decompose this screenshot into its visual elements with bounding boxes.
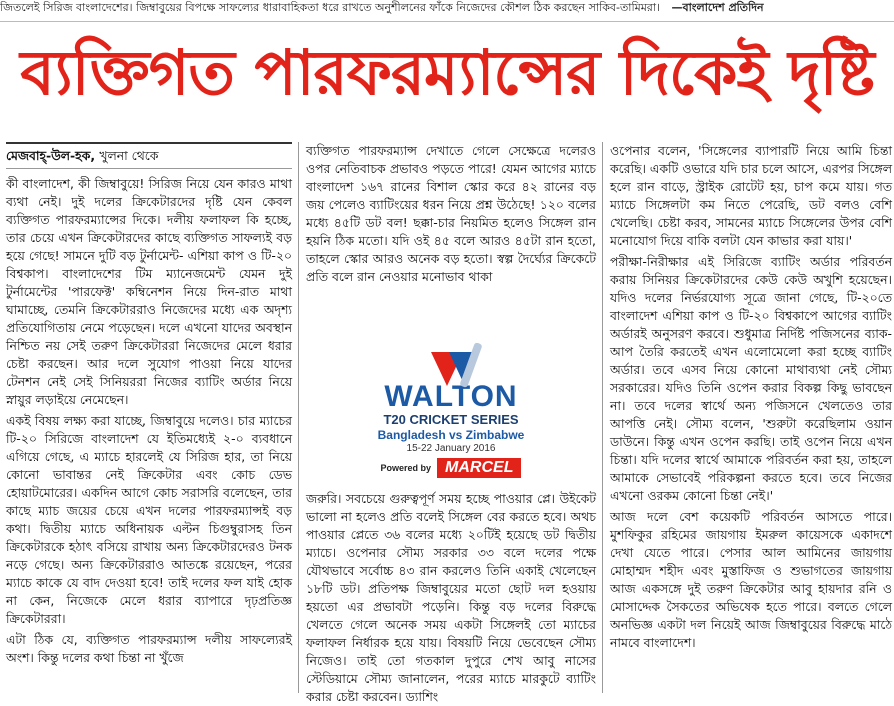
paragraph: ব্যক্তিগত পারফরম্যান্স দেখাতে গেলে সেক্ষেত্রে দলেরও ওপর নেতিবাচক প্রভাবও পড়তে পারে! যেমন আগের ম্যাচে বাংলাদেশ ১৬৭ রানের বিশাল স্কোর করে ৪২ রানের বড় জয় পেলেও ব্যাটিংয়ের ধরন নিয়ে প্রশ্ন উঠেছে! ১২০ বলের মধ্যে ৪৫টি ডট বল! ছক্কা-চার নিয়মিত হলেও সিঙ্গেল রান হয়নি ঠিক মতো। যদি ওই ৪৫ বলে আরও ৪৫টা রান হতো, তাহলে স্কোর আরও অনেক বড় হতো। স্বল্প দৈর্ঘ্যের ক্রিকেটে প্রতি বলে রান নেওয়ার মনোভাব থাকা — [306, 143, 596, 284]
top-caption-text: জিতলেই সিরিজ বাংলাদেশের। জিম্বাবুয়ের বিপক্ষে সাফল্যের ধারাবাহিকতা ধরে রাখতে অনুশীলনের ফাঁকে নিজেদের কৌশল ঠিক করছেন সাকিব-তামিমরা। — [0, 1, 660, 14]
article-column-2 — [306, 142, 596, 704]
advert-teams: Bangladesh vs Zimbabwe — [377, 428, 525, 442]
byline — [6, 142, 292, 169]
paragraph: ওপেনার বলেন, 'সিঙ্গেলের ব্যাপারটি নিয়ে আমি চিন্তা করেছি। একটি ওভারে যদি চার চলে আসে, এরপর সিঙ্গেল হলে রান বাড়ে, স্ট্রাইক রোটেট হয়, চাপ কমে যায়। গত ম্যাচে সিঙ্গেলটা কম নিতে পেরেছি, ডট বলও বেশি খেলেছি। চেষ্টা করব, সামনের ম্যাচে সিঙ্গেলের উপর বেশি মনোযোগ দিয়ে বাকি বলটা যেন কাভার করা যায়।' — [610, 143, 892, 248]
powered-by-label: Powered by — [380, 463, 432, 473]
column-divider — [602, 142, 603, 693]
paragraph: এটা ঠিক যে, ব্যক্তিগত পারফরম্যান্স দলীয় সাফল্যেরই অংশ। কিন্তু দলের কথা চিন্তা না খুঁজে — [6, 632, 292, 665]
advert-series: T20 CRICKET SERIES — [383, 412, 519, 427]
column-divider — [298, 142, 299, 693]
article-column-3 — [610, 142, 892, 693]
walton-logo-icon — [423, 350, 479, 380]
headline: ব্যক্তিগত পারফরম্যান্সের দিকেই দৃষ্টি — [20, 35, 874, 109]
column-2-top — [306, 142, 596, 342]
walton-advert — [306, 350, 596, 478]
paragraph: জরুরি। সবচেয়ে গুরুত্বপূর্ণ সময় হচ্ছে পাওয়ার প্লে। উইকেট ভালো না হলেও প্রতি বলেই সিঙ্গেল বের করতে হবে। অথচ পাওয়ার প্লেতে ৩৬ বলের মধ্যে ২০টিই হয়েছে ডট দ্বিতীয় ম্যাচে। ওপেনার সৌম্য সরকার ৩৩ বলে দলের পক্ষে যৌথভাবে সর্বোচ্চ ৪৩ রান করলেও তিনি একাই খেলেছেন ১৮টি ডট। প্রতিপক্ষ জিম্বাবুয়ের মতো ছোট দল হওয়ায় হয়তো এর প্রভাবটা পড়েনি। কিন্তু বড় দলের বিরুদ্ধে খেলতে গেলে অনেক সময় একটা সিঙ্গেলই তো ম্যাচের ফলাফল নির্ধারক হয়ে যায়। বিষয়টি নিয়ে ভেবেছেন সৌম্য নিজেও। তাই তো গতকাল দুপুরে শেখ আবু নাসের স্টেডিয়ামে সৌম্য জানালেন, পরের ম্যাচে মারকুটে ব্যাটিং করার চেষ্টা করবেন। ড্যাশিং — [306, 491, 596, 704]
paragraph: একই বিষয় লক্ষ্য করা যাচ্ছে, জিম্বাবুয়ে দলেও। চার ম্যাচের টি-২০ সিরিজে বাংলাদেশ যে ইতিমধ্যেই ২-০ ব্যবধানে এগিয়ে গেছে, এ ম্যাচে হারলেই যে সিরিজ হার, তা নিয়ে কোনো ভাবান্তর নেই ক্রিকেটার এবং কোচ ডেভ হোয়াটমোরের। একদিন আগে কোচ সরাসরি বলেছেন, তার কাছে ম্যাচ জয়ের চেয়ে এখন দলের পারফরম্যান্সই বড় কথা। দ্বিতীয় ম্যাচে অধিনায়ক এল্টন চিগুম্বুরাসহ তিন ক্রিকেটারকে হঠাৎ বসিয়ে রাখায় অন্য ক্রিকেটারদেরও টনক নড়ে গেছে। অন্য ক্রিকেটাররাও আতঙ্কে রয়েছেন, পরের ম্যাচে কাকে যে বাদ দেওয়া হবে! তাই দলের ফল যাই হোক না কেন, নিজেকে মেলে ধরার ব্যাপারে দৃঢ়প্রতিজ্ঞ ক্রিকেটাররা। — [6, 413, 292, 626]
byline-author: মেজবাহ্-উল-হক, — [6, 148, 96, 163]
paragraph: কী বাংলাদেশ, কী জিম্বাবুয়ে! সিরিজ নিয়ে যেন কারও মাথা ব্যথা নেই। দুই দলের ক্রিকেটারদের দৃষ্টি যেন কেবল ব্যক্তিগত পারফরম্যান্সের দিকে। দলীয় ফলাফল কি হচ্ছে, তার চেয়ে এখন ক্রিকেটারদের কাছে ব্যক্তিগত সাফল্যই বড় হয়ে গেছে! সামনে দুটি বড় টুর্নামেন্ট- এশিয়া কাপ ও টি-২০ বিশ্বকাপ। বাংলাদেশের টিম ম্যানেজমেন্ট যেমন দুই টুর্নামেন্টের 'পারফেক্ট' কম্বিনেশন নিয়ে দিন-রাত মাথা ঘামাচ্ছে, তেমনি ক্রিকেটাররাও নিজেদের মধ্যে এক অদৃশ্য প্রতিযোগিতায় নেমে পড়েছেন। দলে এখনো যাদের অবস্থান নিশ্চিত নয় সেই তরুণ ক্রিকেটাররা নিজেদের মেলে ধরার চেষ্টা করছেন। আর দলে সুযোগ পাওয়া নিয়ে যাদের টেনশন নেই সেই সিনিয়ররা নিজের ব্যাটিং অর্ডার নিয়ে স্নায়ুর লড়াইয়ে নেমেছেন। — [6, 176, 292, 407]
paragraph: আজ দলে বেশ কয়েকটি পরিবর্তন আসতে পারে। মুশফিকুর রহিমের জায়গায় ইমরুল কায়েসকে একাদশে দেখা যেতে পারে। পেসার আল আমিনের জায়গায় মোহাম্মদ শহীদ এবং মুস্তাফিজ ও শুভাগতের জায়গায় আজ একসঙ্গে দুই তরুণ ক্রিকেটার আবু হায়দার রনি ও মোসাদ্দেক সৈকতের অভিষেক হতে পারে। বলতে গেলে অনভিজ্ঞ একটা দল নিয়েই আজ জিম্বাবুয়ের বিরুদ্ধে মাঠে নামবে বাংলাদেশ। — [610, 509, 892, 650]
byline-place: খুলনা থেকে — [99, 148, 159, 163]
advert-brand: WALTON — [384, 380, 518, 413]
paragraph: পরীক্ষা-নিরীক্ষার এই সিরিজে ব্যাটিং অর্ডার পরিবর্তন করায় সিনিয়র ক্রিকেটারদের কেউ কেউ অখুশি হয়েছেন। যদিও দলের নির্ভরযোগ্য সূত্রে জানা গেছে, টি-২০তে বাংলাদেশ এশিয়া কাপ ও টি-২০ বিশ্বকাপে আগের ব্যাটিং অর্ডারই অনুসরণ করবে। শুধুমাত্র নির্দিষ্ট পজিসনের ব্যাক-আপ তৈরি করতেই এখন এলোমেলো করা হচ্ছে ব্যাটিং অর্ডার। তবে এসব নিয়ে কোনো মাথাব্যথা নেই সৌম্য সরকারের। যদিও তিনি ওপেন করার বিকল্প কিছু ভাবছেন না। তবে দলের স্বার্থে অন্য পজিসনে খেলতেও তার আপত্তি নেই। সৌম্য বলেন, 'শুরুটা করেছিলাম ওয়ান ডাউনে। কিন্তু এখন ওপেন করছি। তাই ওপেন নিয়ে এখন চিন্তা। যদি দলের স্বার্থে আমাকে পরিবর্তন করা হয়, তাহলে আমাকে সেভাবেই পরিকল্পনা করতে হবে। তবে নিজের এখনো ওরকম কোনো চিন্তা নেই।' — [610, 254, 892, 503]
advert-dates: 15-22 January 2016 — [406, 443, 496, 454]
top-caption-source: —বাংলাদেশ প্রতিদিন — [671, 1, 764, 14]
marcel-logo: MARCEL — [437, 458, 521, 478]
article-column-1 — [6, 142, 292, 693]
top-caption-strip — [0, 0, 894, 22]
advert-powered-by — [381, 458, 522, 478]
